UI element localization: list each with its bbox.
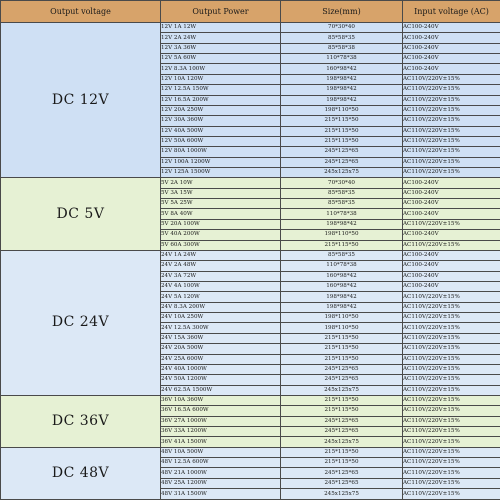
input-voltage-cell: AC110V/220V±15% <box>403 157 500 167</box>
output-power-cell: 36V 41A 1500W <box>161 437 281 447</box>
size-cell: 245x125x75 <box>281 489 403 500</box>
size-cell: 245*125*65 <box>281 375 403 385</box>
input-voltage-cell: AC110V/220V±15% <box>403 344 500 354</box>
input-voltage-cell: AC100-240V <box>403 199 500 209</box>
table-row <box>1 250 500 260</box>
size-cell: 215*115*50 <box>281 406 403 416</box>
output-power-cell: 36V 27A 1000W <box>161 416 281 426</box>
header-input-voltage: Input voltage (AC) <box>403 1 500 23</box>
size-cell: 215*115*50 <box>281 458 403 468</box>
output-power-cell: 5V 20A 100W <box>161 219 281 229</box>
size-cell: 198*98*42 <box>281 74 403 84</box>
input-voltage-cell: AC110V/220V±15% <box>403 313 500 323</box>
output-power-cell: 12V 80A 1000W <box>161 147 281 157</box>
output-power-cell: 24V 2A 48W <box>161 261 281 271</box>
voltage-group-label: DC 36V <box>1 395 161 447</box>
size-cell: 198*110*50 <box>281 323 403 333</box>
input-voltage-cell: AC110V/220V±15% <box>403 302 500 312</box>
output-power-cell: 24V 4A 100W <box>161 281 281 291</box>
output-power-cell: 24V 15A 360W <box>161 333 281 343</box>
output-power-cell: 24V 8.3A 200W <box>161 302 281 312</box>
output-power-cell: 5V 5A 25W <box>161 199 281 209</box>
output-power-cell: 24V 50A 1200W <box>161 375 281 385</box>
output-power-cell: 36V 33A 1200W <box>161 427 281 437</box>
size-cell: 85*58*35 <box>281 33 403 43</box>
output-power-cell: 12V 50A 600W <box>161 136 281 146</box>
output-power-cell: 48V 12.5A 600W <box>161 458 281 468</box>
size-cell: 215*115*50 <box>281 344 403 354</box>
table-row <box>1 447 500 457</box>
size-cell: 215*115*50 <box>281 447 403 457</box>
size-cell: 215*115*50 <box>281 240 403 250</box>
output-power-cell: 12V 125A 1500W <box>161 168 281 178</box>
input-voltage-cell: AC100-240V <box>403 250 500 260</box>
size-cell: 110*78*38 <box>281 54 403 64</box>
size-cell: 215*115*50 <box>281 126 403 136</box>
size-cell: 198*110*50 <box>281 230 403 240</box>
size-cell: 70*30*40 <box>281 23 403 33</box>
size-cell: 198*98*42 <box>281 292 403 302</box>
output-power-cell: 5V 60A 300W <box>161 240 281 250</box>
input-voltage-cell: AC110V/220V±15% <box>403 364 500 374</box>
input-voltage-cell: AC110V/220V±15% <box>403 395 500 405</box>
input-voltage-cell: AC110V/220V±15% <box>403 136 500 146</box>
output-power-cell: 12V 5A 60W <box>161 54 281 64</box>
input-voltage-cell: AC100-240V <box>403 64 500 74</box>
header-output-power: Output Power <box>161 1 281 23</box>
input-voltage-cell: AC100-240V <box>403 188 500 198</box>
output-power-cell: 24V 25A 600W <box>161 354 281 364</box>
output-power-cell: 48V 10A 500W <box>161 447 281 457</box>
size-cell: 215*115*50 <box>281 116 403 126</box>
size-cell: 85*58*35 <box>281 250 403 260</box>
input-voltage-cell: AC110V/220V±15% <box>403 458 500 468</box>
input-voltage-cell: AC110V/220V±15% <box>403 385 500 395</box>
output-power-cell: 24V 20A 500W <box>161 344 281 354</box>
size-cell: 198*110*50 <box>281 313 403 323</box>
voltage-group-label: DC 12V <box>1 23 161 178</box>
input-voltage-cell: AC110V/220V±15% <box>403 468 500 478</box>
voltage-group-label: DC 48V <box>1 447 161 499</box>
output-power-cell: 12V 12.5A 150W <box>161 85 281 95</box>
size-cell: 160*98*42 <box>281 64 403 74</box>
input-voltage-cell: AC100-240V <box>403 178 500 188</box>
input-voltage-cell: AC110V/220V±15% <box>403 406 500 416</box>
input-voltage-cell: AC100-240V <box>403 230 500 240</box>
size-cell: 198*98*42 <box>281 302 403 312</box>
input-voltage-cell: AC110V/220V±15% <box>403 219 500 229</box>
output-power-cell: 24V 40A 1000W <box>161 364 281 374</box>
input-voltage-cell: AC110V/220V±15% <box>403 126 500 136</box>
size-cell: 198*98*42 <box>281 219 403 229</box>
output-power-cell: 24V 1A 24W <box>161 250 281 260</box>
input-voltage-cell: AC110V/220V±15% <box>403 95 500 105</box>
input-voltage-cell: AC110V/220V±15% <box>403 74 500 84</box>
size-cell: 245*125*65 <box>281 157 403 167</box>
input-voltage-cell: AC110V/220V±15% <box>403 333 500 343</box>
input-voltage-cell: AC110V/220V±15% <box>403 437 500 447</box>
input-voltage-cell: AC110V/220V±15% <box>403 375 500 385</box>
input-voltage-cell: AC110V/220V±15% <box>403 427 500 437</box>
output-power-cell: 12V 16.5A 200W <box>161 95 281 105</box>
output-power-cell: 24V 5A 120W <box>161 292 281 302</box>
size-cell: 85*58*38 <box>281 43 403 53</box>
input-voltage-cell: AC110V/220V±15% <box>403 292 500 302</box>
input-voltage-cell: AC100-240V <box>403 33 500 43</box>
voltage-group-label: DC 5V <box>1 178 161 251</box>
output-power-cell: 12V 100A 1200W <box>161 157 281 167</box>
input-voltage-cell: AC110V/220V±15% <box>403 323 500 333</box>
size-cell: 245*125*65 <box>281 478 403 488</box>
size-cell: 215*115*50 <box>281 136 403 146</box>
size-cell: 160*98*42 <box>281 271 403 281</box>
size-cell: 245*125*65 <box>281 416 403 426</box>
output-power-cell: 36V 16.5A 600W <box>161 406 281 416</box>
size-cell: 85*58*35 <box>281 188 403 198</box>
input-voltage-cell: AC110V/220V±15% <box>403 116 500 126</box>
output-power-cell: 12V 3A 36W <box>161 43 281 53</box>
size-cell: 245x125x75 <box>281 437 403 447</box>
input-voltage-cell: AC110V/220V±15% <box>403 416 500 426</box>
size-cell: 160*98*42 <box>281 281 403 291</box>
output-power-cell: 12V 1A 12W <box>161 23 281 33</box>
output-power-cell: 12V 2A 24W <box>161 33 281 43</box>
size-cell: 245x125x75 <box>281 385 403 395</box>
output-power-cell: 5V 40A 200W <box>161 230 281 240</box>
input-voltage-cell: AC110V/220V±15% <box>403 168 500 178</box>
input-voltage-cell: AC100-240V <box>403 54 500 64</box>
size-cell: 245x125x75 <box>281 168 403 178</box>
input-voltage-cell: AC100-240V <box>403 43 500 53</box>
input-voltage-cell: AC100-240V <box>403 23 500 33</box>
output-power-cell: 12V 20A 250W <box>161 105 281 115</box>
size-cell: 85*58*35 <box>281 199 403 209</box>
output-power-cell: 12V 8.3A 100W <box>161 64 281 74</box>
input-voltage-cell: AC100-240V <box>403 271 500 281</box>
size-cell: 110*78*38 <box>281 209 403 219</box>
input-voltage-cell: AC100-240V <box>403 261 500 271</box>
header-size: Size(mm) <box>281 1 403 23</box>
output-power-cell: 5V 8A 40W <box>161 209 281 219</box>
table-row <box>1 178 500 188</box>
output-power-cell: 24V 12.5A 300W <box>161 323 281 333</box>
spec-body <box>1 23 500 500</box>
output-power-cell: 24V 10A 250W <box>161 313 281 323</box>
input-voltage-cell: AC110V/220V±15% <box>403 447 500 457</box>
input-voltage-cell: AC110V/220V±15% <box>403 85 500 95</box>
output-power-cell: 5V 2A 10W <box>161 178 281 188</box>
input-voltage-cell: AC110V/220V±15% <box>403 489 500 500</box>
size-cell: 198*98*42 <box>281 95 403 105</box>
output-power-cell: 48V 25A 1200W <box>161 478 281 488</box>
voltage-group-label: DC 24V <box>1 250 161 395</box>
size-cell: 198*110*50 <box>281 105 403 115</box>
size-cell: 198*98*42 <box>281 85 403 95</box>
size-cell: 245*125*65 <box>281 147 403 157</box>
output-power-cell: 24V 3A 72W <box>161 271 281 281</box>
size-cell: 110*78*38 <box>281 261 403 271</box>
size-cell: 215*115*50 <box>281 354 403 364</box>
input-voltage-cell: AC110V/220V±15% <box>403 105 500 115</box>
table-row <box>1 395 500 405</box>
table-row <box>1 23 500 33</box>
input-voltage-cell: AC110V/220V±15% <box>403 147 500 157</box>
size-cell: 215*115*50 <box>281 395 403 405</box>
size-cell: 245*125*65 <box>281 364 403 374</box>
size-cell: 215*115*50 <box>281 333 403 343</box>
output-power-cell: 48V 21A 1000W <box>161 468 281 478</box>
header-output-voltage: Output voltage <box>1 1 161 23</box>
output-power-cell: 48V 31A 1500W <box>161 489 281 500</box>
input-voltage-cell: AC100-240V <box>403 209 500 219</box>
input-voltage-cell: AC110V/220V±15% <box>403 478 500 488</box>
output-power-cell: 24V 62.5A 1500W <box>161 385 281 395</box>
output-power-cell: 12V 30A 360W <box>161 116 281 126</box>
input-voltage-cell: AC100-240V <box>403 281 500 291</box>
output-power-cell: 12V 10A 120W <box>161 74 281 84</box>
output-power-cell: 12V 40A 500W <box>161 126 281 136</box>
header-row <box>1 1 500 23</box>
output-power-cell: 5V 3A 15W <box>161 188 281 198</box>
size-cell: 245*125*65 <box>281 427 403 437</box>
input-voltage-cell: AC110V/220V±15% <box>403 354 500 364</box>
input-voltage-cell: AC110V/220V±15% <box>403 240 500 250</box>
output-power-cell: 36V 10A 360W <box>161 395 281 405</box>
size-cell: 245*125*65 <box>281 468 403 478</box>
size-cell: 70*30*40 <box>281 178 403 188</box>
